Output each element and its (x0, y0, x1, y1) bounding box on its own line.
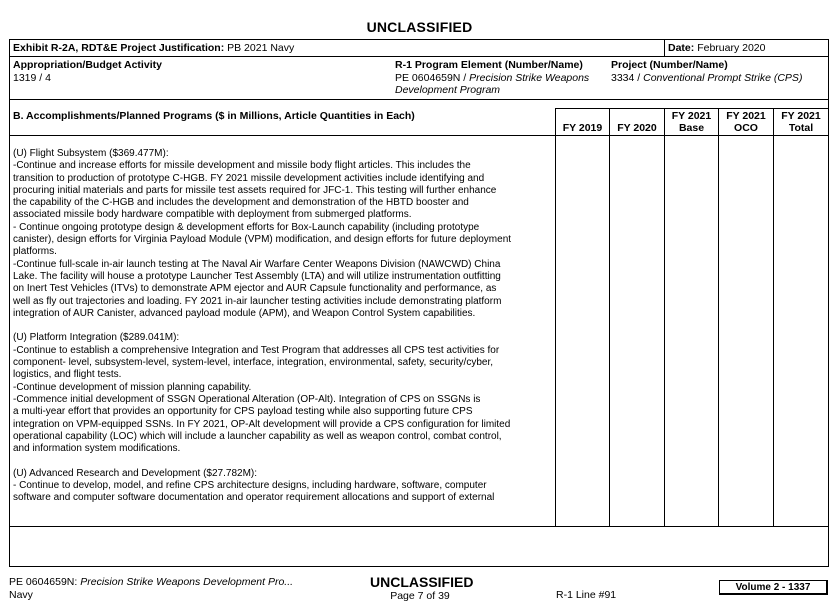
exhibit-row (10, 40, 828, 57)
exhibit-label: Exhibit R-2A, RDT&E Project Justification: (13, 42, 225, 54)
accomplishments-header-row (10, 100, 828, 136)
appropriation-cell (10, 57, 392, 99)
program-element-label: R-1 Program Element (Number/Name) (395, 59, 583, 71)
text-line: - Continue ongoing prototype design & development efforts for Box-Launch capability (including prototype (13, 221, 480, 233)
text-line: logistics, and flight tests. (13, 369, 122, 381)
column-header-line1: FY 2021 (726, 110, 766, 122)
text-line: (U) Advanced Research and Development ($27.782M): (13, 467, 258, 479)
classification-banner-top: UNCLASSIFIED (366, 19, 473, 35)
text-line: platforms. (13, 246, 57, 258)
program-element-number: PE 0604659N (395, 71, 461, 84)
column-divider (773, 136, 774, 526)
date-label: Date: (668, 42, 695, 54)
project-cell (608, 57, 828, 99)
appropriation-row (10, 57, 828, 100)
column-header-line1: FY 2021 (781, 110, 821, 122)
text-line: -Continue development of mission planning capability. (13, 381, 252, 393)
project-label: Project (Number/Name) (611, 59, 728, 71)
exhibit-value: PB 2021 Navy (227, 42, 295, 54)
date-value: February 2020 (697, 42, 766, 54)
classification-banner-bottom: UNCLASSIFIED (370, 574, 474, 590)
text-line: associated missile body hardware compatible with deployment from submerged platforms. (13, 209, 412, 221)
column-header-line2: FY 2020 (617, 122, 657, 134)
column-header-fy2020 (609, 108, 664, 136)
program-element-sep: / (460, 71, 470, 84)
text-line: -Continue full-scale in-air launch testing at The Naval Air Warfare Center Weapons Division (NAWCWD) China (13, 258, 501, 270)
column-header-fy2021-base (664, 108, 718, 136)
text-line: on Inert Test Vehicles (ITVs) to demonstrate APM ejector and AUR Capsule functionality and performance, as (13, 283, 497, 295)
footer-center (370, 574, 474, 602)
program-element-cell (392, 57, 608, 99)
text-line: integration on VPM-equipped SSNs. In FY 2021, OP-Alt development will provide a CPS configuration for limited (13, 418, 511, 430)
program-element-name-line2: Development Program (395, 84, 501, 96)
text-line: (U) Flight Subsystem ($369.477M): (13, 148, 169, 159)
text-line: (U) Platform Integration ($289.041M): (13, 332, 180, 344)
column-header-line1: FY 2021 (671, 110, 712, 122)
text-line: -Continue and increase efforts for missile development and missile body flight articles. This includes the (13, 160, 471, 172)
project-name: Conventional Prompt Strike (CPS) (643, 71, 803, 84)
text-line: canister), design efforts for Virginia Payload Module (VPM) modification, and design efforts for future deployment (13, 234, 512, 246)
footer-service: Navy (9, 588, 33, 601)
column-header-fy2021-total (773, 108, 828, 136)
project-number: 3334 (611, 71, 635, 84)
column-header-line2: Base (678, 122, 705, 134)
paragraph-gap (13, 320, 555, 332)
paragraph-gap (13, 455, 555, 467)
text-line: and information system modifications. (13, 443, 181, 455)
footer-pe-number: PE 0604659N: (9, 576, 78, 588)
text-line: operational capability (LOC) which will include a launcher capability as well as weapon control, combat control, (13, 430, 502, 442)
text-line: -Commence initial development of SSGN Operational Alteration (OP-Alt). Integration of CPS on SSGNs is (13, 393, 481, 405)
exhibit-frame (9, 39, 829, 567)
footer-left (9, 576, 293, 601)
text-line: a multi-year effort that provides an opportunity for CPS payload testing while also supporting future CPS (13, 406, 473, 418)
exhibit-title (13, 42, 294, 54)
r1-line-number: R-1 Line #91 (556, 589, 617, 601)
column-divider (664, 136, 665, 526)
text-line: software and computer software documentation and operator requirement allocations and support of external (13, 492, 495, 504)
volume-box: Volume 2 - 1337 (719, 580, 828, 595)
column-divider (555, 136, 556, 526)
text-line: the capability of the C-HGB and includes the development and demonstration of the HBTD booster and (13, 197, 469, 209)
accomplishments-text (13, 148, 555, 505)
text-line: integration of AUR Canister, advanced payload module (APM), and Weapon Control System capabilities. (13, 307, 476, 319)
column-header-line2: OCO (734, 122, 758, 134)
column-divider (609, 136, 610, 526)
column-header-fy2021-oco (718, 108, 773, 136)
column-header-line2: Total (788, 122, 814, 134)
text-line: -Continue to establish a comprehensive Integration and Test Program that addresses all CPS test activities for (13, 344, 500, 356)
text-line: component- level, subsystem-level, system-level, interface, integration, environmental, safety, security/cyber, (13, 357, 494, 369)
appropriation-value: 1319 / 4 (13, 71, 51, 84)
appropriation-label: Appropriation/Budget Activity (13, 59, 162, 71)
program-element-name-line1: Precision Strike Weapons (469, 71, 590, 84)
project-sep: / (634, 71, 644, 84)
section-b-title: B. Accomplishments/Planned Programs ($ in Millions, Article Quantities in Each) (13, 110, 415, 122)
footer-pe-name: Precision Strike Weapons Development Pro... (80, 576, 294, 588)
text-line: well as fly out trajectories and loading. FY 2021 in-air launcher testing activities include demonstrating platform (13, 295, 502, 307)
date-cell (664, 40, 828, 56)
text-line: transition to production of prototype C-HGB. FY 2021 missile development activities include identifying and (13, 172, 485, 184)
text-line: - Continue to develop, model, and refine CPS architecture designs, including hardware, software, computer (13, 480, 487, 492)
column-header-fy2019 (555, 108, 609, 136)
table-bottom-rule (10, 526, 828, 527)
column-divider (718, 136, 719, 526)
text-line: procuring initial materials and parts for missile test assets required for JFC-1. This testing will further enhance (13, 184, 497, 196)
text-line: Lake. The facility will house a prototype Launcher Test Assembly (LTA) and will utilize instrumentation outfitting (13, 270, 501, 282)
column-header-line2: FY 2019 (562, 122, 603, 134)
page-number: Page 7 of 39 (390, 590, 450, 602)
